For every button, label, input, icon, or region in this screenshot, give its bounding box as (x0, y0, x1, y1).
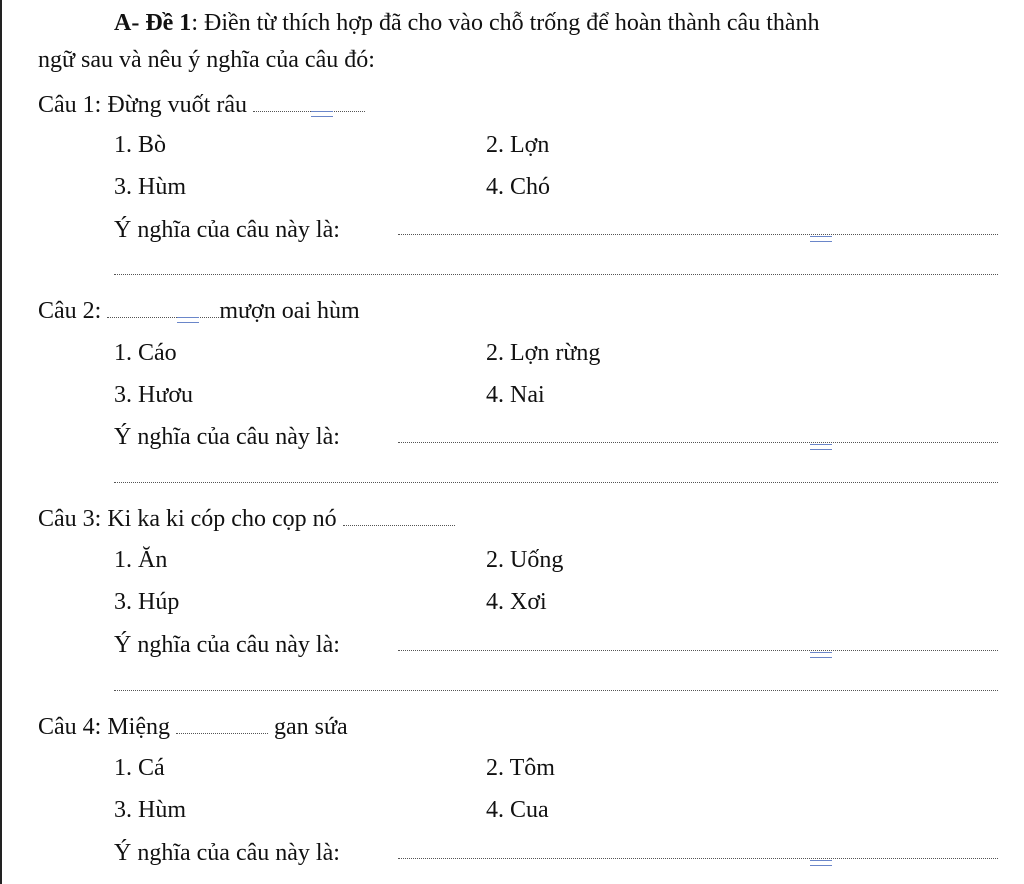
q4-option-4: 4. Cua (486, 797, 549, 823)
exercise-instruction: : Điền từ thích hợp đã cho vào chỗ trống để hoàn thành câu thành (191, 10, 820, 36)
question-1-blank[interactable] (253, 91, 365, 112)
q1-meaning-label: Ý nghĩa của câu này là: (114, 217, 340, 243)
page-left-border (0, 0, 2, 884)
question-4 (38, 712, 348, 742)
q3-option-2: 2. Uống (486, 547, 564, 573)
q3-meaning-label: Ý nghĩa của câu này là: (114, 632, 340, 658)
exercise-heading (114, 8, 820, 38)
q2-mark (810, 444, 832, 450)
q2-meaning-label: Ý nghĩa của câu này là: (114, 424, 340, 450)
question-2 (38, 296, 360, 326)
q1-option-4: 4. Chó (486, 174, 551, 200)
q4-meaning-answer-line-1[interactable] (398, 858, 998, 859)
question-2-suffix: mượn oai hùm (219, 298, 360, 324)
q2-option-3: 3. Hươu (114, 382, 194, 408)
q3-option-3: 3. Húp (114, 589, 180, 615)
q1-meaning-answer-line-1[interactable] (398, 234, 998, 235)
question-4-blank[interactable] (176, 713, 268, 734)
question-1 (38, 90, 365, 120)
q3-meaning-answer-line-1[interactable] (398, 650, 998, 651)
q2-option-4: 4. Nai (486, 382, 545, 408)
q4-option-3: 3. Hùm (114, 797, 186, 823)
q3-option-1: 1. Ăn (114, 547, 168, 573)
question-2-prefix: Câu 2: (38, 298, 102, 324)
q2-option-1: 1. Cáo (114, 340, 177, 366)
question-2-blank[interactable] (107, 297, 219, 318)
question-4-suffix: gan sứa (274, 714, 348, 740)
q1-option-2: 2. Lợn (486, 132, 550, 158)
question-3-blank[interactable] (343, 505, 455, 526)
q4-option-1: 1. Cá (114, 755, 165, 781)
q1-option-1: 1. Bò (114, 132, 167, 158)
q4-mark (810, 860, 832, 866)
q1-meaning-answer-line-2[interactable] (114, 274, 998, 275)
question-1-text: Câu 1: Đừng vuốt râu (38, 92, 247, 118)
q1-mark (810, 236, 832, 242)
exercise-instruction-continued: ngữ sau và nêu ý nghĩa của câu đó: (38, 47, 375, 73)
question-4-prefix: Câu 4: Miệng (38, 714, 170, 740)
q3-meaning-answer-line-2[interactable] (114, 690, 998, 691)
q4-option-2: 2. Tôm (486, 755, 555, 781)
q3-mark (810, 652, 832, 658)
question-3 (38, 504, 455, 534)
q3-option-4: 4. Xơi (486, 589, 547, 615)
question-3-text: Câu 3: Ki ka ki cóp cho cọp nó (38, 506, 337, 532)
q2-option-2: 2. Lợn rừng (486, 340, 601, 366)
q4-meaning-label: Ý nghĩa của câu này là: (114, 840, 340, 866)
q2-meaning-answer-line-2[interactable] (114, 482, 998, 483)
q2-meaning-answer-line-1[interactable] (398, 442, 998, 443)
exercise-label: A- Đề 1 (114, 10, 192, 36)
q1-option-3: 3. Hùm (114, 174, 186, 200)
